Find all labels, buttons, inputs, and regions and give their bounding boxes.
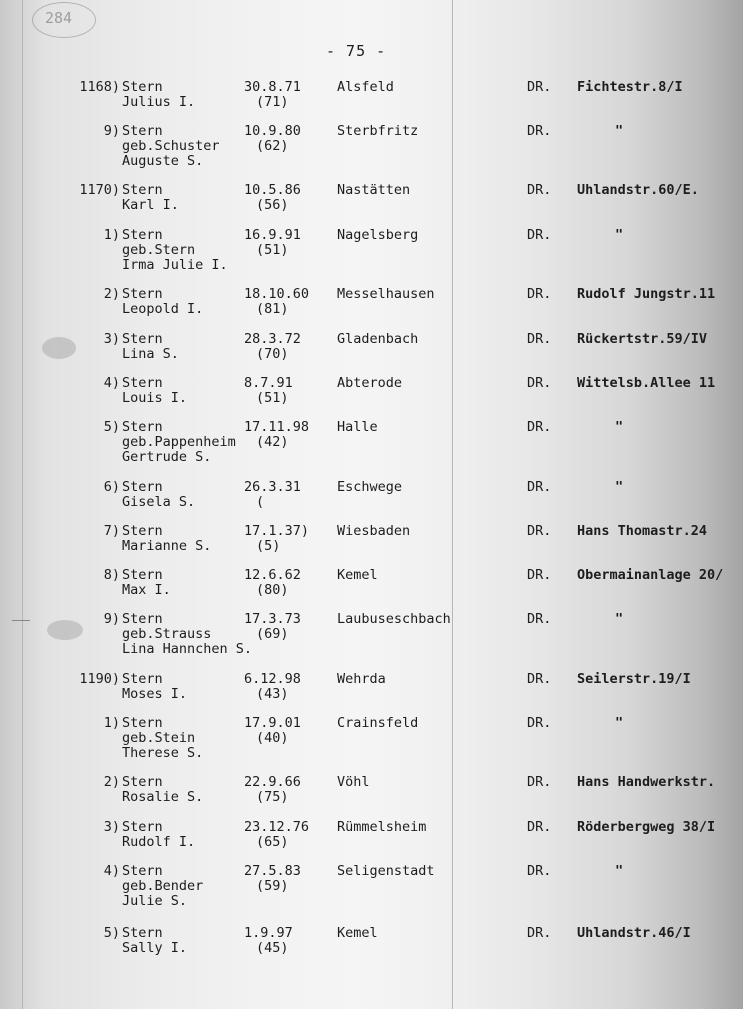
entry-birthplace: Laubuseschbach [337,611,451,627]
entry-code: DR. [527,715,552,731]
entry-code: DR. [527,79,552,95]
entry-name-line: geb.Stern [122,242,196,258]
entry-age: (43) [256,686,289,702]
entry-name-line: Stern [122,182,163,198]
entry-address: " [615,227,624,243]
entry-code: DR. [527,925,552,941]
entry-name-line: geb.Strauss [122,626,212,642]
entry-name-block [122,228,228,273]
entry-number: 7) [103,523,120,539]
entry-birth-date: 22.9.66 [244,774,301,790]
entry-number: 1) [103,715,120,731]
entry-address: " [615,715,624,731]
entry-age: (51) [256,242,289,258]
entry-name-block [122,716,203,761]
entry-code: DR. [527,774,552,790]
entry-name-block [122,183,179,213]
entry-age: (65) [256,834,289,850]
entry-number: 6) [103,479,120,495]
entry-name-line: Julius I. [122,94,196,110]
entry-address: " [615,863,624,879]
entry-name-line: Stern [122,375,163,391]
entry-birth-date: 10.9.80 [244,123,301,139]
entry-birthplace: Kemel [337,567,378,583]
entry-name-line: Lina S. [122,346,179,362]
entry-name-block [122,820,195,850]
entry-address: " [615,611,624,627]
entry-birth-date: 12.6.62 [244,567,301,583]
entry-name-block [122,420,236,465]
entry-number: 1170) [79,182,120,198]
entry-code: DR. [527,123,552,139]
entry-age: ( [256,494,265,510]
entry-birthplace: Nagelsberg [337,227,419,243]
entry-birth-block [244,820,309,850]
entry-name-line: Stern [122,774,163,790]
entry-name-line: Louis I. [122,390,188,406]
entry-age: (45) [256,940,289,956]
entry-code: DR. [527,863,552,879]
entry-birth-date: 1.9.97 [244,925,293,941]
entry-birthplace: Rümmelsheim [337,819,427,835]
entry-name-line: Rosalie S. [122,789,204,805]
entry-age: (59) [256,878,289,894]
entry-birth-block [244,524,309,554]
page-number: - 75 - [326,42,387,60]
entry-birth-date: 17.1.37) [244,523,310,539]
entry-birthplace: Alsfeld [337,79,394,95]
entry-code: DR. [527,819,552,835]
entry-birthplace: Gladenbach [337,331,419,347]
entry-name-block [122,775,203,805]
entry-age: (71) [256,94,289,110]
entry-age: (5) [256,538,281,554]
entry-name-line: Stern [122,123,163,139]
entry-birth-date: 30.8.71 [244,79,301,95]
entry-code: DR. [527,331,552,347]
entry-name-line: Gisela S. [122,494,196,510]
entry-address: Rückertstr.59/IV [577,331,708,347]
entry-birth-date: 17.11.98 [244,419,310,435]
entry-name-line: Moses I. [122,686,188,702]
entry-name-line: Stern [122,523,163,539]
entry-name-block [122,524,211,554]
entry-birth-block [244,926,293,956]
entry-name-block [122,80,195,110]
entry-name-block [122,287,203,317]
entry-birthplace: Halle [337,419,378,435]
entry-code: DR. [527,375,552,391]
entry-birth-date: 17.9.01 [244,715,301,731]
entry-birth-block [244,287,309,317]
entry-name-line: Stern [122,286,163,302]
entry-number: 1190) [79,671,120,687]
entry-birth-block [244,420,309,450]
entry-address: Hans Handwerkstr. [577,774,716,790]
entry-name-line: Stern [122,479,163,495]
entry-age: (69) [256,626,289,642]
entry-address: Wittelsb.Allee 11 [577,375,716,391]
entry-birthplace: Sterbfritz [337,123,419,139]
entry-birth-block [244,612,301,642]
entry-name-line: Stern [122,925,163,941]
entry-address: Uhlandstr.46/I [577,925,691,941]
entry-birth-date: 17.3.73 [244,611,301,627]
entry-address: Uhlandstr.60/E. [577,182,699,198]
entry-birth-block [244,672,301,702]
entry-name-line: Marianne S. [122,538,212,554]
entry-number: 8) [103,567,120,583]
entry-number: 3) [103,331,120,347]
entry-code: DR. [527,671,552,687]
entry-birth-block [244,775,301,805]
entry-birth-block [244,80,301,110]
entry-birth-date: 23.12.76 [244,819,310,835]
entry-birth-block [244,183,301,213]
entry-age: (56) [256,197,289,213]
entry-number: 1168) [79,79,120,95]
entry-name-line: Leopold I. [122,301,204,317]
entry-name-line: Rudolf I. [122,834,196,850]
entry-name-line: Max I. [122,582,171,598]
entry-number: 3) [103,819,120,835]
entry-code: DR. [527,419,552,435]
entry-birthplace: Wehrda [337,671,386,687]
entry-address: " [615,479,624,495]
entry-name-line: Julie S. [122,893,188,909]
entry-birthplace: Vöhl [337,774,370,790]
entry-name-block [122,612,252,657]
entry-code: DR. [527,611,552,627]
entry-birthplace: Seligenstadt [337,863,435,879]
entry-name-block [122,568,171,598]
entry-birthplace: Nastätten [337,182,411,198]
entry-name-line: Stern [122,79,163,95]
entry-birth-block [244,228,301,258]
entry-birth-block [244,716,301,746]
entry-birth-date: 16.9.91 [244,227,301,243]
entry-age: (40) [256,730,289,746]
entry-name-line: geb.Schuster [122,138,220,154]
entry-birth-date: 6.12.98 [244,671,301,687]
entry-name-block [122,480,195,510]
entry-number: 2) [103,774,120,790]
entry-name-line: Stern [122,227,163,243]
entry-name-block [122,926,187,956]
entry-address: Obermainanlage 20/ [577,567,724,583]
entry-number: 2) [103,286,120,302]
entry-code: DR. [527,523,552,539]
entry-birthplace: Kemel [337,925,378,941]
entry-birth-date: 8.7.91 [244,375,293,391]
fold-line-right [452,0,453,1009]
entry-name-line: geb.Pappenheim [122,434,236,450]
entry-birth-block [244,864,301,894]
entry-code: DR. [527,182,552,198]
entry-name-line: Stern [122,611,163,627]
entry-code: DR. [527,286,552,302]
entry-address: " [615,419,624,435]
entry-number: 4) [103,863,120,879]
entry-birth-date: 18.10.60 [244,286,310,302]
entry-age: (80) [256,582,289,598]
entry-birthplace: Abterode [337,375,403,391]
entry-birth-block [244,568,301,598]
entry-address: Röderbergweg 38/I [577,819,716,835]
entry-name-line: Stern [122,671,163,687]
entry-age: (42) [256,434,289,450]
entry-name-line: Gertrude S. [122,449,212,465]
entry-name-line: geb.Bender [122,878,204,894]
entry-name-line: Stern [122,331,163,347]
entry-name-block [122,376,187,406]
entry-age: (62) [256,138,289,154]
stamp-text: 284 [45,9,73,27]
entry-name-line: Auguste S. [122,153,204,169]
entry-number: 5) [103,925,120,941]
entry-number: 5) [103,419,120,435]
entry-name-line: Stern [122,567,163,583]
entry-birthplace: Wiesbaden [337,523,411,539]
entry-name-line: Irma Julie I. [122,257,228,273]
entry-birthplace: Messelhausen [337,286,435,302]
fold-line-left [22,0,23,1009]
entry-birth-date: 26.3.31 [244,479,301,495]
entry-name-line: Karl I. [122,197,179,213]
entry-birth-block [244,332,301,362]
entry-name-block [122,672,187,702]
entry-birth-date: 27.5.83 [244,863,301,879]
entry-name-line: Sally I. [122,940,188,956]
entry-birth-date: 28.3.72 [244,331,301,347]
entry-age: (70) [256,346,289,362]
entry-code: DR. [527,227,552,243]
entry-name-line: geb.Stein [122,730,196,746]
entry-code: DR. [527,567,552,583]
entry-age: (75) [256,789,289,805]
entry-number: 1) [103,227,120,243]
entry-name-line: Stern [122,715,163,731]
entry-address: Seilerstr.19/I [577,671,691,687]
entry-name-block [122,864,203,909]
entry-name-line: Stern [122,863,163,879]
entry-address: Hans Thomastr.24 [577,523,708,539]
entry-birth-date: 10.5.86 [244,182,301,198]
entry-address: Fichtestr.8/I [577,79,683,95]
entry-birthplace: Eschwege [337,479,403,495]
entry-name-line: Stern [122,419,163,435]
entry-name-line: Lina Hannchen S. [122,641,253,657]
entry-birth-block [244,376,293,406]
entry-name-line: Therese S. [122,745,204,761]
entry-name-line: Stern [122,819,163,835]
entry-age: (81) [256,301,289,317]
entry-number: 9) [103,123,120,139]
entry-code: DR. [527,479,552,495]
entry-number: 4) [103,375,120,391]
entry-number: 9) [103,611,120,627]
entry-birth-block [244,480,301,510]
entry-name-block [122,124,220,169]
entry-name-block [122,332,179,362]
entry-address: Rudolf Jungstr.11 [577,286,716,302]
entry-address: " [615,123,624,139]
entry-birth-block [244,124,301,154]
archive-stamp [32,2,96,38]
entry-age: (51) [256,390,289,406]
entry-birthplace: Crainsfeld [337,715,419,731]
